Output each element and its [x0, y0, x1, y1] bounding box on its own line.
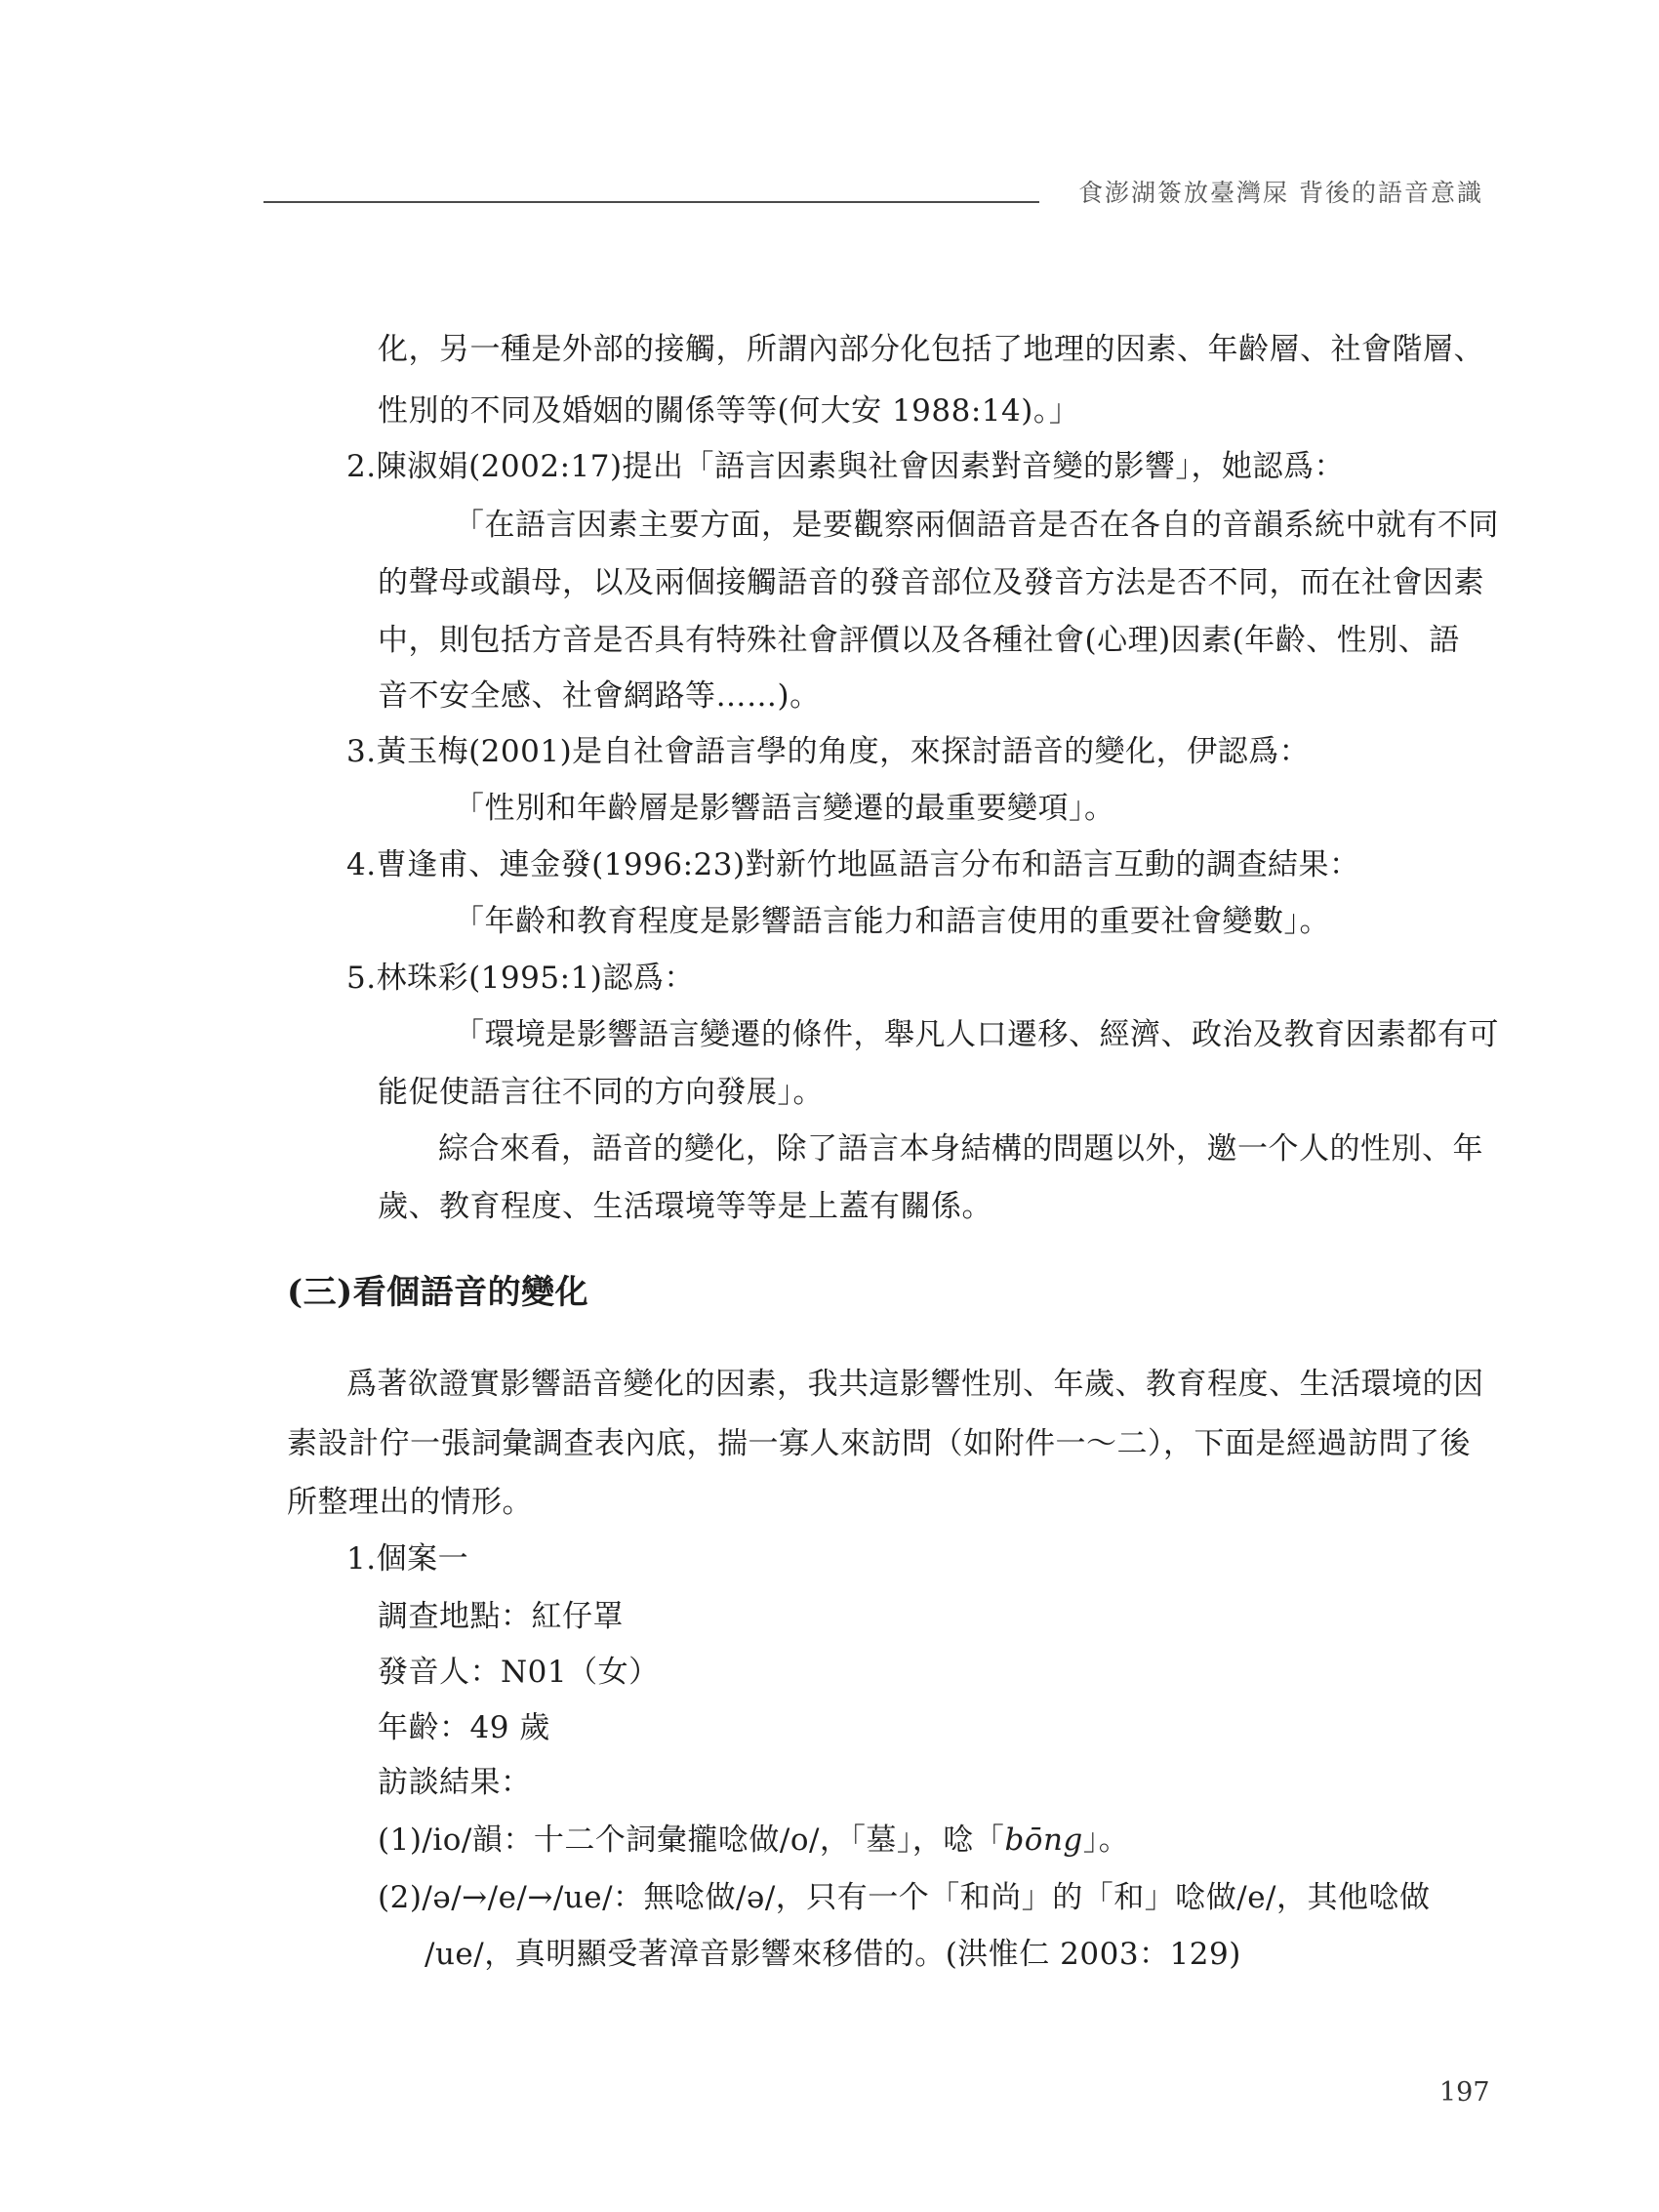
- running-header: [263, 174, 1483, 209]
- list-item-3: 3.黃玉梅(2001)是自社會語言學的角度，來探討語音的變化，伊認爲：: [346, 734, 1311, 769]
- result-line-2: (2)/ə/→/e/→/ue/：無唸做/ə/，只有一个「和尚」的「和」唸做/e/，其他唸做: [378, 1880, 1431, 1915]
- text-line: 化，另一種是外部的接觸，所謂內部分化包括了地理的因素、年齡層、社會階層、: [378, 332, 1484, 367]
- summary-line: 綜合來看，語音的變化，除了語言本身結構的問題以外，邀一个人的性別、年: [438, 1131, 1483, 1167]
- quote-line: 的聲母或韻母，以及兩個接觸語音的發音部位及發音方法是否不同，而在社會因素: [378, 565, 1484, 600]
- quote-line: 中，則包括方音是否具有特殊社會評價以及各種社會(心理)因素(年齡、性別、語: [378, 623, 1460, 658]
- header-title: 食澎湖簽放臺灣屎 背後的語音意識: [1078, 179, 1483, 207]
- list-item-2: 2.陳淑娟(2002:17)提出「語言因素與社會因素對音變的影響」，她認爲：: [346, 449, 1346, 484]
- page-number: 197: [1439, 2077, 1490, 2108]
- quote-line: 能促使語言往不同的方向發展」。: [378, 1075, 824, 1110]
- quote-line: 「性別和年齡層是影響語言變遷的最重要變項」。: [454, 791, 1115, 826]
- pronunciation: bōng: [1004, 1823, 1083, 1858]
- case-heading: 1.個案一: [346, 1541, 469, 1577]
- case-result-label: 訪談結果：: [378, 1765, 532, 1800]
- paragraph-line: 爲著欲證實影響語音變化的因素，我共這影響性別、年歲、教育程度、生活環境的因: [346, 1367, 1484, 1402]
- quote-line: 音不安全感、社會網路等……)。: [378, 678, 821, 714]
- case-location: 調查地點：紅仔罩: [378, 1599, 624, 1634]
- result-text: (1)/io/韻：十二个詞彙攏唸做/o/，「墓」，唸「: [378, 1823, 1005, 1858]
- paragraph-line: 素設計佇一張詞彙調查表內底，揣一寡人來訪問（如附件一～二），下面是經過訪問了後: [287, 1426, 1471, 1461]
- paragraph-line: 所整理出的情形。: [287, 1485, 533, 1520]
- section-heading: (三)看個語音的變化: [287, 1273, 589, 1312]
- quote-line: 「在語言因素主要方面，是要觀察兩個語音是否在各自的音韻系統中就有不同: [454, 508, 1499, 543]
- text-line: 性別的不同及婚姻的關係等等(何大安 1988:14)。」: [378, 393, 1080, 429]
- result-text: 」。: [1082, 1823, 1130, 1858]
- list-item-4: 4.曹逢甫、連金發(1996:23)對新竹地區語言分布和語言互動的調查結果：: [346, 847, 1360, 882]
- result-line-2-cont: /ue/，真明顯受著漳音影響來移借的。(洪惟仁 2003：129): [425, 1937, 1241, 1972]
- quote-line: 「環境是影響語言變遷的條件，舉凡人口遷移、經濟、政治及教育因素都有可: [454, 1017, 1499, 1052]
- header-rule: [263, 201, 1039, 203]
- result-line-1: [378, 1821, 1129, 1860]
- case-age: 年齡：49 歲: [378, 1710, 550, 1745]
- quote-line: 「年齡和教育程度是影響語言能力和語言使用的重要社會變數」。: [454, 904, 1330, 939]
- case-speaker: 發音人：N01（女）: [378, 1655, 660, 1690]
- list-item-5: 5.林珠彩(1995:1)認爲：: [346, 961, 695, 996]
- summary-line: 歲、教育程度、生活環境等等是上蓋有關係。: [378, 1189, 992, 1224]
